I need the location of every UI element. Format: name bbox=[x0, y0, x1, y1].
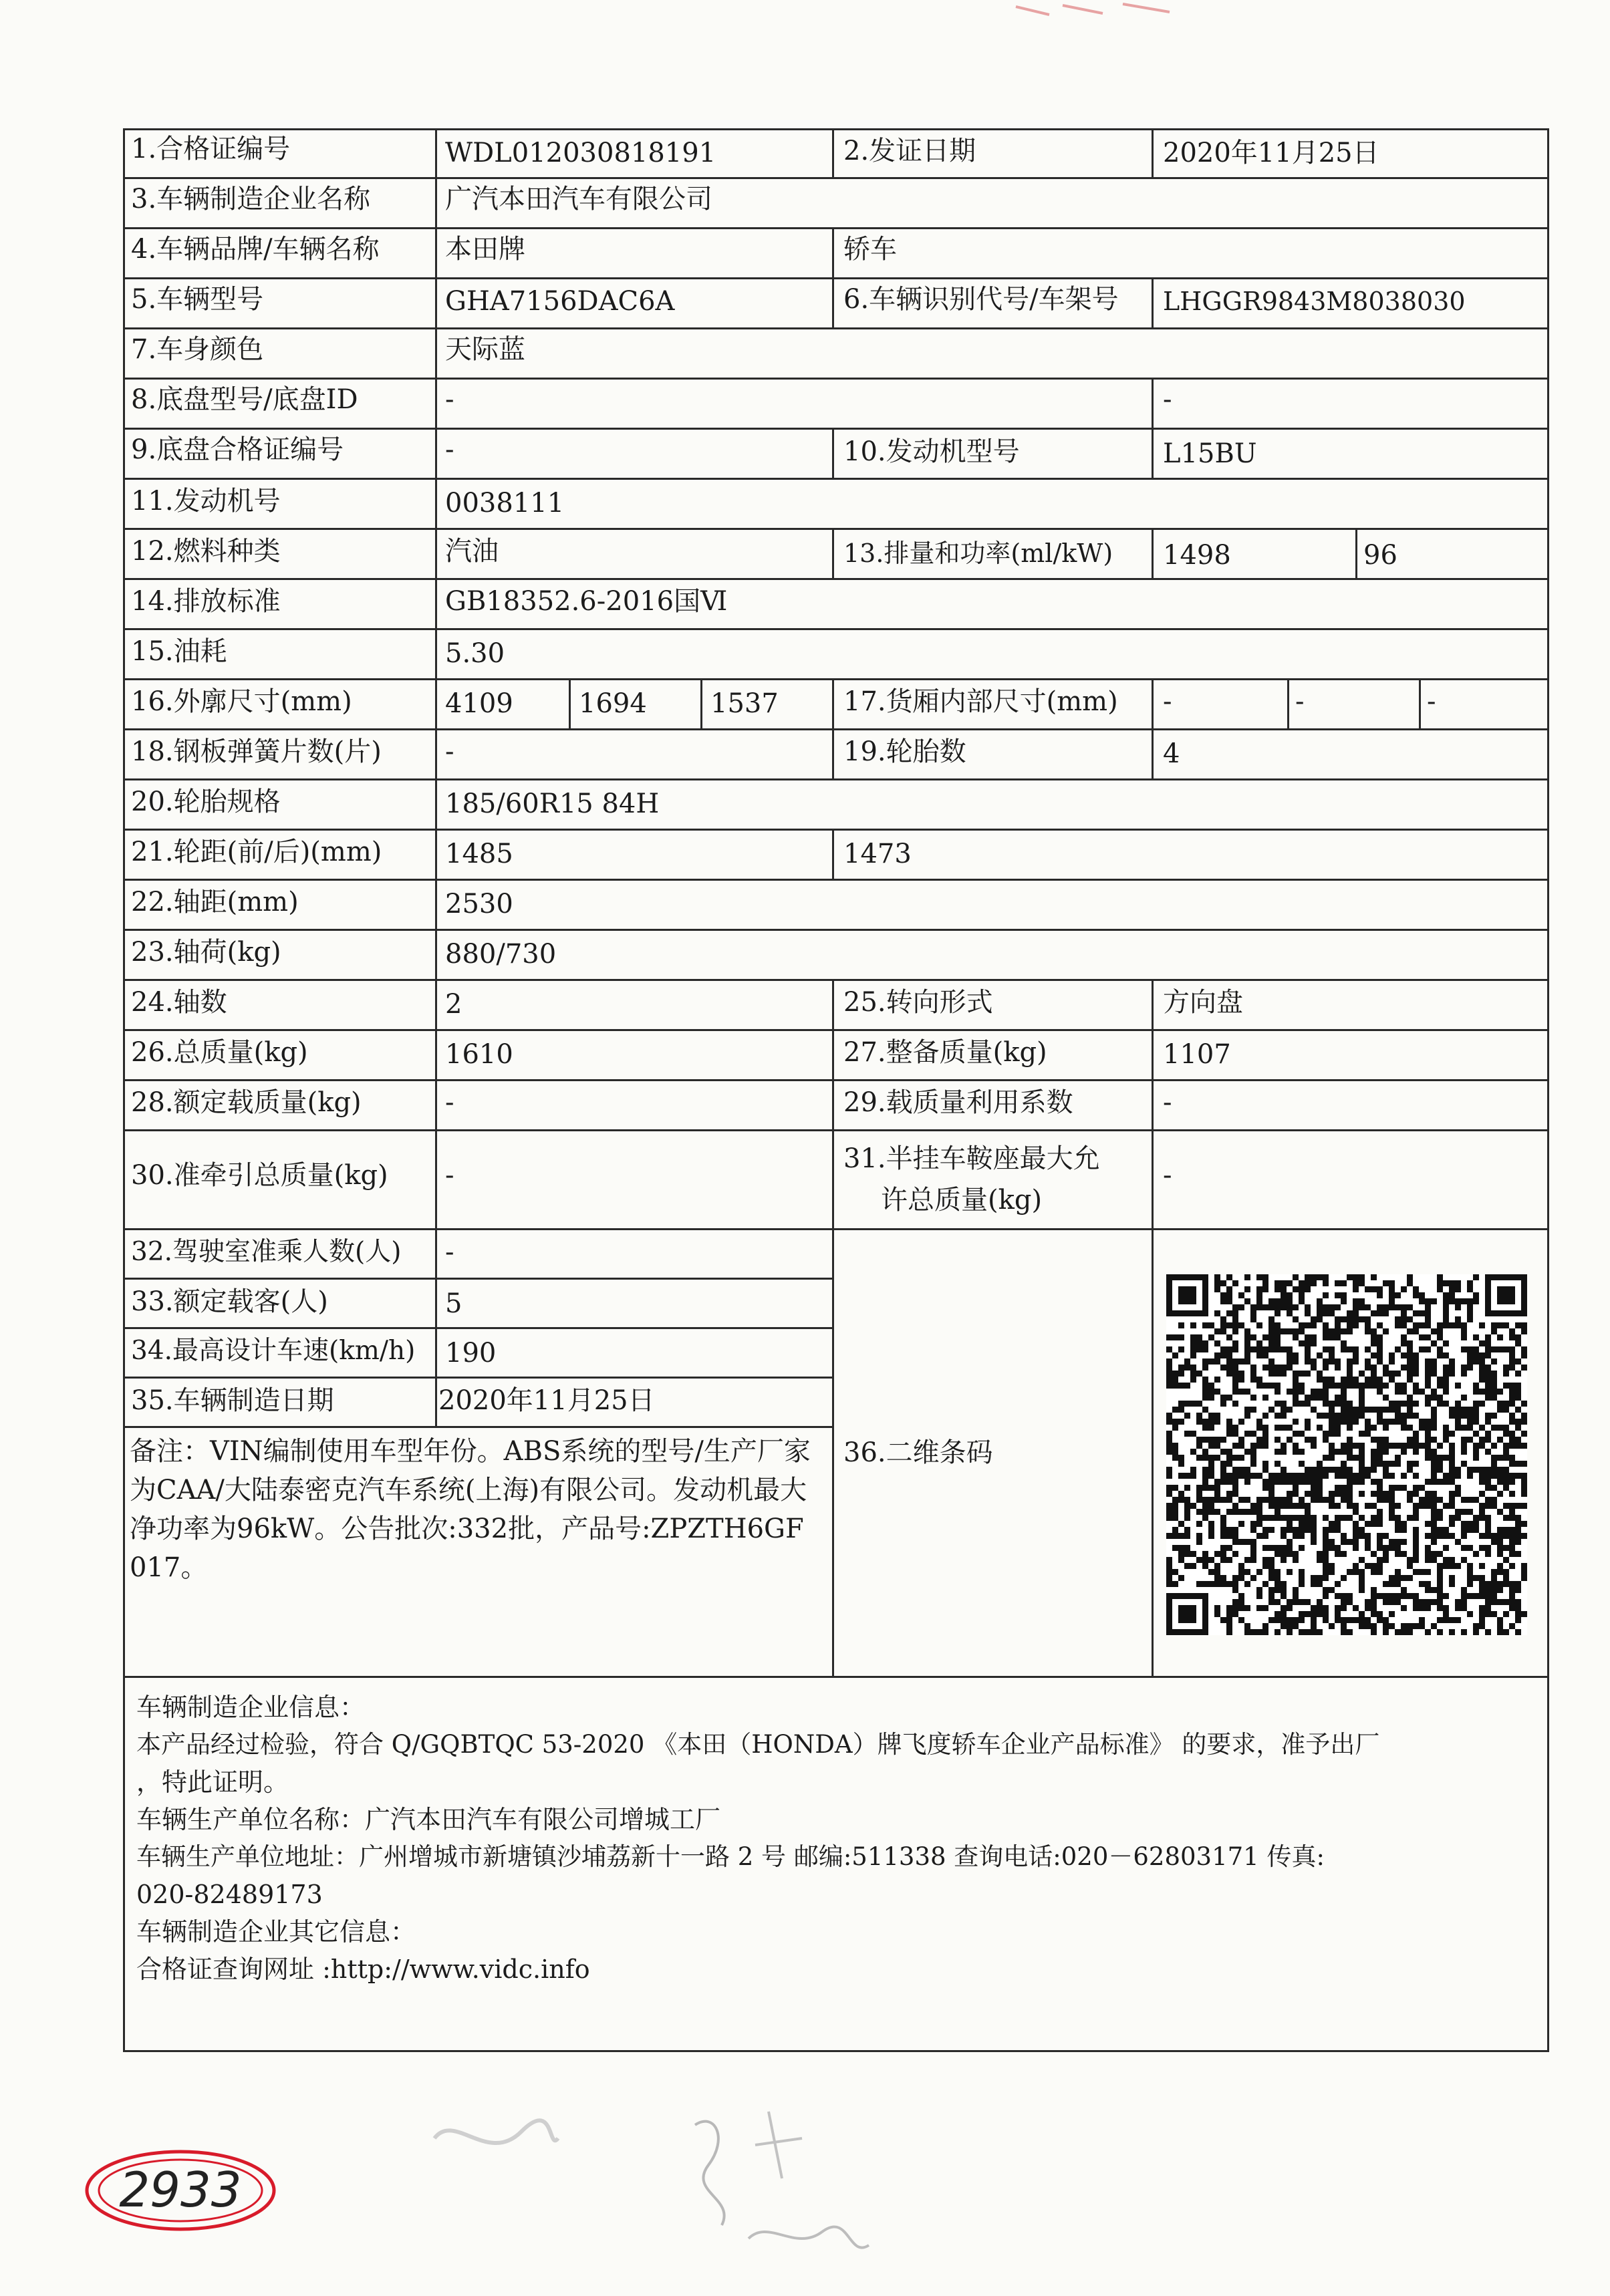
col-divider bbox=[1152, 1129, 1154, 1228]
steering-type: 方向盘 bbox=[1163, 987, 1243, 1018]
col-divider bbox=[700, 678, 702, 728]
field-label: 27.整备质量(kg) bbox=[843, 1037, 1047, 1068]
chassis-model: - bbox=[445, 384, 454, 415]
row-divider bbox=[123, 227, 1549, 229]
field-label: 30.准牵引总质量(kg) bbox=[131, 1160, 388, 1191]
load-utilization: - bbox=[1163, 1087, 1172, 1118]
row-divider bbox=[123, 1079, 1549, 1081]
row-divider bbox=[123, 1426, 832, 1428]
field-label: 32.驾驶室准乘人数(人) bbox=[131, 1237, 402, 1267]
outer-length: 4109 bbox=[445, 688, 513, 719]
emission-standard: GB18352.6-2016国Ⅵ bbox=[445, 586, 728, 617]
row-divider bbox=[123, 428, 1549, 430]
front-track: 1485 bbox=[445, 839, 513, 869]
gross-mass: 1610 bbox=[445, 1039, 513, 1070]
qr-finder-pattern bbox=[1497, 1286, 1515, 1304]
rear-track: 1473 bbox=[843, 839, 912, 869]
field-label: 25.转向形式 bbox=[843, 987, 993, 1018]
field-label: 21.轮距(前/后)(mm) bbox=[131, 837, 382, 867]
chassis-cert-number: - bbox=[445, 434, 454, 465]
col-divider bbox=[1152, 678, 1154, 728]
cab-capacity: - bbox=[445, 1237, 454, 1268]
field-label: 14.排放标准 bbox=[131, 586, 281, 617]
fuel-type: 汽油 bbox=[445, 536, 499, 567]
field-label: 26.总质量(kg) bbox=[131, 1037, 308, 1068]
col-divider bbox=[1152, 277, 1154, 327]
row-divider bbox=[123, 277, 1549, 279]
cargo-height: - bbox=[1427, 686, 1436, 717]
row-divider bbox=[123, 1676, 1549, 1678]
max-speed: 190 bbox=[445, 1338, 497, 1369]
row-divider bbox=[123, 628, 1549, 630]
field-label: 5.车辆型号 bbox=[131, 284, 264, 315]
info-other-heading: 车辆制造企业其它信息： bbox=[136, 1917, 416, 1947]
pencil-scribble bbox=[428, 2098, 561, 2178]
col-divider bbox=[435, 128, 437, 1426]
row-divider bbox=[123, 1278, 832, 1280]
field-label: 1.合格证编号 bbox=[131, 134, 291, 164]
factory-name: 车辆生产单位名称：广汽本田汽车有限公司增城工厂 bbox=[136, 1805, 721, 1834]
field-label: 8.底盘型号/底盘ID bbox=[131, 384, 358, 415]
issue-date: 2020年11月25日 bbox=[1163, 138, 1379, 168]
col-divider bbox=[832, 128, 834, 178]
col-divider bbox=[1152, 728, 1154, 778]
field-label: 9.底盘合格证编号 bbox=[131, 434, 344, 465]
row-divider bbox=[123, 1228, 1549, 1230]
row-divider bbox=[123, 1129, 1549, 1131]
towing-mass: - bbox=[445, 1160, 454, 1191]
field-label: 17.货厢内部尺寸(mm) bbox=[843, 686, 1118, 717]
field-label: 许总质量(kg) bbox=[881, 1185, 1043, 1215]
field-label: 28.额定载质量(kg) bbox=[131, 1087, 362, 1118]
outer-width: 1694 bbox=[579, 688, 647, 719]
col-divider bbox=[1152, 378, 1154, 428]
row-divider bbox=[123, 1029, 1549, 1031]
field-label: 35.车辆制造日期 bbox=[131, 1385, 334, 1416]
row-divider bbox=[123, 929, 1549, 931]
vin-number: LHGGR9843M8038030 bbox=[1163, 287, 1466, 316]
row-divider bbox=[123, 979, 1549, 981]
col-divider bbox=[832, 1129, 834, 1228]
axle-load: 880/730 bbox=[445, 939, 557, 970]
outer-height: 1537 bbox=[710, 688, 779, 719]
row-divider bbox=[123, 528, 1549, 530]
chassis-id: - bbox=[1163, 384, 1172, 415]
row-divider bbox=[123, 177, 1549, 179]
handwritten-number-stamp bbox=[80, 2142, 281, 2236]
col-divider bbox=[832, 829, 834, 879]
pencil-scribble bbox=[668, 2085, 882, 2285]
col-divider bbox=[1152, 979, 1154, 1129]
row-divider bbox=[123, 578, 1549, 580]
row-divider bbox=[123, 829, 1549, 831]
cargo-width: - bbox=[1295, 686, 1305, 717]
field-label: 23.轴荷(kg) bbox=[131, 937, 281, 968]
body-color: 天际蓝 bbox=[445, 334, 525, 365]
field-label: 20.轮胎规格 bbox=[131, 786, 281, 817]
manufacturer-name: 广汽本田汽车有限公司 bbox=[445, 184, 712, 214]
row-divider bbox=[123, 1377, 832, 1379]
certificate-number: WDL012030818191 bbox=[445, 138, 716, 168]
remarks: 备注：VIN编制使用车型年份。ABS系统的型号/生产厂家为CAA/大陆泰密克汽车系统(上海)有限公司。发动机最大净功率为96kW。公告批次:332批，产品号:ZPZTH6GF017。 bbox=[130, 1436, 811, 1583]
cargo-length: - bbox=[1163, 686, 1172, 717]
row-divider bbox=[123, 728, 1549, 730]
passenger-capacity: 5 bbox=[445, 1288, 462, 1319]
wheelbase: 2530 bbox=[445, 889, 513, 919]
col-divider bbox=[1152, 528, 1154, 578]
col-divider bbox=[832, 1228, 834, 1676]
rated-load: - bbox=[445, 1087, 454, 1118]
row-divider bbox=[123, 478, 1549, 480]
col-divider bbox=[832, 728, 834, 778]
field-label: 4.车辆品牌/车辆名称 bbox=[131, 234, 380, 265]
qr-finder-pattern bbox=[1178, 1605, 1196, 1623]
row-divider bbox=[123, 1327, 832, 1329]
tire-spec: 185/60R15 84H bbox=[445, 788, 660, 819]
col-divider bbox=[832, 528, 834, 578]
field-label: 19.轮胎数 bbox=[843, 736, 966, 767]
field-label: 3.车辆制造企业名称 bbox=[131, 184, 371, 214]
vehicle-brand: 本田牌 bbox=[445, 234, 525, 265]
row-divider bbox=[123, 327, 1549, 329]
field-label: 36.二维条码 bbox=[843, 1437, 993, 1468]
col-divider bbox=[1287, 678, 1289, 728]
col-divider bbox=[569, 678, 571, 728]
field-label: 29.载质量利用系数 bbox=[843, 1087, 1073, 1118]
col-divider bbox=[1152, 128, 1154, 178]
row-divider bbox=[123, 678, 1549, 680]
info-line: 本产品经过检验，符合 Q/GQBTQC 53-2020 《本田（HONDA）牌飞度轿车企业产品标准》 的要求，准予出厂 bbox=[136, 1730, 1380, 1759]
field-label: 22.轴距(mm) bbox=[131, 887, 299, 917]
fax-number: 020-82489173 bbox=[136, 1880, 323, 1909]
qr-code-icon bbox=[1166, 1274, 1527, 1635]
field-label: 12.燃料种类 bbox=[131, 536, 281, 567]
query-url[interactable]: 合格证查询网址 :http://www.vidc.info bbox=[136, 1955, 590, 1984]
vehicle-model: GHA7156DAC6A bbox=[445, 286, 675, 317]
field-label: 18.钢板弹簧片数(片) bbox=[131, 736, 382, 767]
curb-mass: 1107 bbox=[1163, 1039, 1231, 1070]
qr-finder-pattern bbox=[1178, 1286, 1196, 1304]
col-divider bbox=[832, 428, 834, 478]
fuel-consumption: 5.30 bbox=[445, 638, 505, 669]
field-label: 16.外廓尺寸(mm) bbox=[131, 686, 352, 717]
field-label: 10.发动机型号 bbox=[843, 436, 1020, 467]
field-label: 13.排量和功率(ml/kW) bbox=[843, 539, 1113, 568]
col-divider bbox=[1152, 1228, 1154, 1676]
axle-count: 2 bbox=[445, 989, 462, 1020]
displacement: 1498 bbox=[1163, 540, 1231, 571]
field-label: 2.发证日期 bbox=[843, 136, 976, 166]
field-label: 24.轴数 bbox=[131, 987, 227, 1018]
manufacture-date: 2020年11月25日 bbox=[438, 1385, 655, 1416]
row-divider bbox=[123, 879, 1549, 881]
factory-address: 车辆生产单位地址：广州增城市新塘镇沙埔荔新十一路 2 号 邮编:511338 查询电话:020－62803171 传真: bbox=[136, 1842, 1325, 1871]
col-divider bbox=[832, 277, 834, 327]
info-heading: 车辆制造企业信息： bbox=[136, 1693, 366, 1722]
red-ink-mark bbox=[1009, 0, 1183, 23]
engine-power: 96 bbox=[1363, 540, 1397, 571]
leaf-spring-count: - bbox=[445, 736, 454, 767]
engine-model: L15BU bbox=[1163, 438, 1257, 469]
col-divider bbox=[1355, 528, 1357, 578]
col-divider bbox=[832, 979, 834, 1129]
field-label: 11.发动机号 bbox=[131, 486, 281, 517]
col-divider bbox=[832, 227, 834, 277]
col-divider bbox=[1419, 678, 1421, 728]
field-label: 6.车辆识别代号/车架号 bbox=[843, 284, 1119, 315]
field-label: 15.油耗 bbox=[131, 636, 227, 667]
vehicle-name: 轿车 bbox=[843, 234, 897, 265]
field-label: 33.额定载客(人) bbox=[131, 1286, 328, 1317]
info-line: ，特此证明。 bbox=[136, 1767, 289, 1797]
saddle-mass: - bbox=[1163, 1160, 1172, 1191]
col-divider bbox=[832, 678, 834, 728]
field-label: 7.车身颜色 bbox=[131, 334, 264, 365]
col-divider bbox=[1152, 428, 1154, 478]
stamp-number: 2933 bbox=[119, 2162, 242, 2218]
engine-number: 0038111 bbox=[445, 488, 565, 519]
row-divider bbox=[123, 378, 1549, 380]
row-divider bbox=[123, 778, 1549, 780]
field-label: 34.最高设计车速(km/h) bbox=[131, 1336, 416, 1366]
field-label: 31.半挂车鞍座最大允 bbox=[843, 1143, 1100, 1174]
tire-count: 4 bbox=[1163, 738, 1180, 769]
